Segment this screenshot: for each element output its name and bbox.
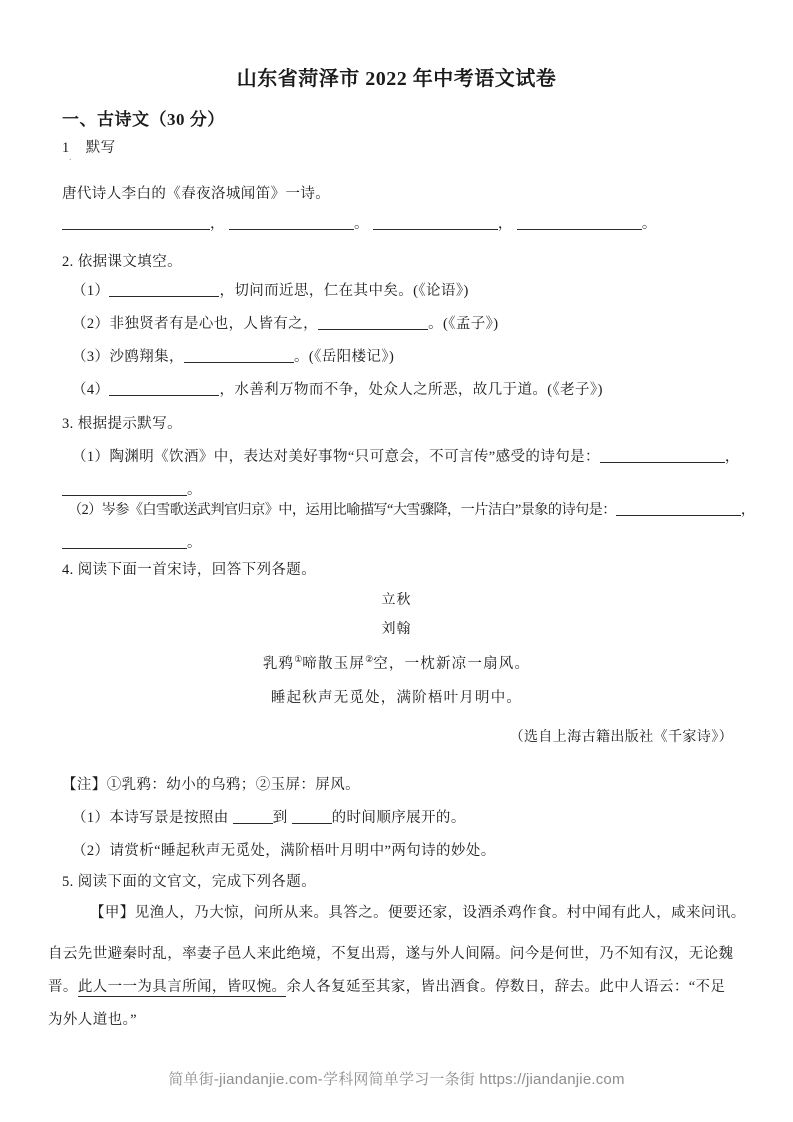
poem-line-1-part-a: 乳鸦 [262, 656, 295, 672]
question-3-item-2 [68, 500, 754, 520]
question-2-item-4 [72, 380, 603, 400]
answer-blank[interactable] [109, 395, 219, 396]
poem-notes: 【注】①乳鸦：幼小的乌鸦；②玉屏：屏风。 [62, 777, 360, 793]
answer-blank[interactable] [109, 296, 219, 297]
answer-blank[interactable] [233, 823, 273, 824]
passage-text-before: 晋。 [48, 979, 78, 995]
footnote-marker-2: ② [365, 654, 374, 665]
answer-blank[interactable] [318, 329, 428, 330]
answer-blank[interactable] [373, 229, 498, 230]
question-3-item-2-continuation [62, 533, 202, 553]
blank-punct-2: 。 [353, 216, 369, 232]
passage-text: 见渔人，乃大惊，问所从来。具答之。便要还家，设酒杀鸡作食。村中闻有此人，咸来问讯。 [134, 905, 746, 921]
question-2-item-2 [72, 314, 499, 334]
question-1-number: 1 [62, 140, 70, 156]
item-text: ，水善利万物而不争，处众人之所恶，故几于道。(《老子》) [219, 382, 603, 398]
item-marker: （2） [72, 843, 110, 859]
item-marker: （4） [72, 382, 110, 398]
item-text-before: 非独贤者有是心也，人皆有之， [109, 316, 319, 332]
answer-blank[interactable] [616, 515, 741, 516]
item-text: 请赏析“睡起秋声无觅处，满阶梧叶月明中”两句诗的妙处。 [109, 843, 496, 859]
item-marker: （2） [72, 316, 110, 332]
answer-blank[interactable] [600, 462, 725, 463]
item-punct: 。 [187, 482, 202, 498]
question-4-sub-1 [72, 808, 466, 828]
passage-text-after: 余人各复延至其家，皆出酒食。停数日，辞去。此中人语云：“不足 [286, 979, 726, 995]
question-2-item-1 [72, 281, 469, 301]
stray-mark: . [69, 152, 72, 163]
item-punct: ， [724, 449, 740, 465]
passage-line-1 [90, 903, 746, 923]
question-2-stem: 2. 依据课文填空。 [62, 254, 182, 270]
answer-blank[interactable] [62, 495, 187, 496]
question-4-stem: 4. 阅读下面一首宋诗，回答下列各题。 [62, 562, 317, 578]
passage-underlined-text: 此人一一为具言所闻，皆叹惋。 [77, 979, 287, 995]
blank-punct-4: 。 [641, 216, 657, 232]
question-2-item-3 [72, 347, 394, 367]
site-watermark: 简单街-jiandanjie.com-学科网简单学习一条街 https://jiandanjie.com [168, 1071, 625, 1088]
item-punct: ， [740, 502, 755, 518]
passage-line-4: 为外人道也。” [48, 1012, 137, 1028]
question-3-item-1 [72, 447, 740, 467]
item-text: ，切问而近思，仁在其中矣。(《论语》) [219, 283, 469, 299]
item-text: 岑参《白雪歌送武判官归京》中，运用比喻描写“大雪骤降，一片洁白”景象的诗句是： [101, 502, 616, 518]
answer-blank[interactable] [184, 362, 294, 363]
question-3-stem: 3. 根据提示默写。 [62, 416, 182, 432]
item-marker: （1） [72, 810, 110, 826]
question-1-label: 默写 [85, 140, 116, 156]
item-marker: （3） [72, 349, 110, 365]
poem-line-1-part-c: 空，一枕新凉一扇风。 [373, 656, 531, 672]
page-title: 山东省菏泽市 2022 年中考语文试卷 [236, 68, 557, 90]
item-text-before: 沙鸥翔集， [109, 349, 184, 365]
item-text-after: 。(《孟子》) [428, 316, 499, 332]
answer-blank[interactable] [62, 229, 210, 230]
question-1-answer-blanks [62, 214, 657, 234]
question-1-stem: 唐代诗人李白的《春夜洛城闻笛》一诗。 [62, 186, 331, 202]
passage-line-3 [48, 977, 725, 997]
poem-line-2: 睡起秋声无觅处，满阶梧叶月明中。 [270, 690, 523, 706]
poem-author: 刘翰 [381, 622, 412, 637]
blank-punct-1: ， [210, 216, 225, 232]
footnote-marker-1: ① [294, 654, 303, 665]
item-text-middle: 到 [272, 810, 288, 826]
answer-blank[interactable] [229, 229, 354, 230]
answer-blank[interactable] [62, 548, 187, 549]
poem-line-1-part-b: 啼散玉屏 [302, 656, 366, 672]
item-punct: 。 [187, 535, 202, 551]
item-text-after: 。(《岳阳楼记》) [293, 349, 395, 365]
item-marker: （2） [68, 502, 102, 518]
answer-blank[interactable] [292, 823, 332, 824]
passage-label: 【甲】 [90, 905, 135, 921]
item-text-after: 的时间顺序展开的。 [331, 810, 466, 826]
passage-line-2: 自云先世避秦时乱，率妻子邑人来此绝境，不复出焉，遂与外人间隔。问今是何世，乃不知有汉，无论魏 [48, 946, 734, 962]
answer-blank[interactable] [517, 229, 642, 230]
item-marker: （1） [72, 449, 110, 465]
question-3-item-1-continuation [62, 480, 202, 500]
question-5-stem: 5. 阅读下面的文官文，完成下列各题。 [62, 874, 317, 890]
item-marker: （1） [72, 283, 110, 299]
item-text-before: 本诗写景是按照由 [109, 810, 229, 826]
item-text: 陶渊明《饮酒》中，表达对美好事物“只可意会，不可言传”感受的诗句是： [109, 449, 600, 465]
question-4-sub-2 [72, 841, 496, 861]
section-heading: 一、古诗文（30 分） [62, 110, 225, 129]
poem-line-1 [0, 652, 793, 673]
poem-title: 立秋 [381, 593, 412, 608]
blank-punct-3: ， [497, 216, 513, 232]
poem-source: （选自上海古籍出版社《千家诗》） [509, 730, 733, 745]
